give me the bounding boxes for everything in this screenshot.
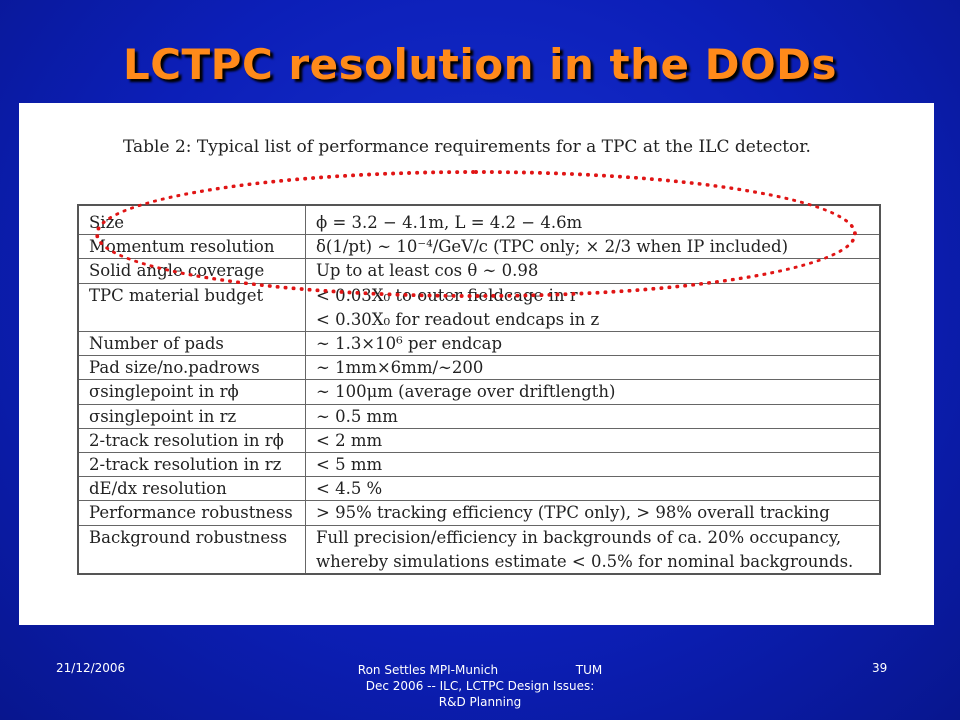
footer-line3: R&D Planning xyxy=(438,695,522,709)
row-value: ϕ = 3.2 − 4.1m, L = 4.2 − 4.6m xyxy=(316,213,583,232)
table-row xyxy=(79,428,879,452)
table-row xyxy=(79,355,879,379)
footer-org: TUM xyxy=(575,663,603,677)
table-row xyxy=(79,404,879,428)
footer-date: 21/12/2006 xyxy=(56,661,126,675)
highlight-ellipse xyxy=(95,170,857,298)
footer-line2: Dec 2006 -- ILC, LCTPC Design Issues: xyxy=(365,679,595,693)
row-label: Size xyxy=(89,213,125,232)
table-caption: Table 2: Typical list of performance requirements for a TPC at the ILC detector. xyxy=(123,137,811,157)
row-label: Background robustness xyxy=(89,527,288,547)
row-value: < 0.30X₀ for readout endcaps in z xyxy=(316,309,600,329)
page-number: 39 xyxy=(872,661,888,675)
table-row xyxy=(79,549,879,573)
table-row xyxy=(79,307,879,331)
row-value: ∼ 1mm×6mm/∼200 xyxy=(316,358,484,378)
table-row xyxy=(79,500,879,524)
table-row xyxy=(79,379,879,403)
row-label: 2-track resolution in rz xyxy=(89,455,282,474)
row-value: > 95% tracking efficiency (TPC only), > 98% overall tracking xyxy=(316,503,830,523)
row-value: < 4.5 % xyxy=(316,479,383,499)
footer-author: Ron Settles MPI-Munich xyxy=(357,663,499,677)
row-label: Pad size/no.padrows xyxy=(89,358,260,378)
row-value: Full precision/efficiency in backgrounds of ca. 20% occupancy, xyxy=(316,527,842,547)
row-value: ∼ 1.3×10⁶ per endcap xyxy=(316,334,503,353)
table-row xyxy=(79,476,879,500)
row-value: Up to at least cos θ ∼ 0.98 xyxy=(316,261,539,281)
footer-center xyxy=(0,662,960,710)
row-label: 2-track resolution in rϕ xyxy=(89,430,284,450)
row-label: Solid angle coverage xyxy=(89,261,265,281)
row-value: δ(1/pt) ∼ 10⁻⁴/GeV/c (TPC only; × 2/3 when IP included) xyxy=(316,237,789,257)
row-label: σsinglepoint in rϕ xyxy=(89,382,239,402)
slide-title: LCTPC resolution in the DODs xyxy=(122,40,838,89)
table-row xyxy=(79,452,879,476)
row-value: ∼ 100μm (average over driftlength) xyxy=(316,382,616,402)
row-label: Number of pads xyxy=(89,334,224,353)
row-value: ∼ 0.5 mm xyxy=(316,406,398,426)
row-value: < 5 mm xyxy=(316,455,383,474)
row-label: σsinglepoint in rz xyxy=(89,406,237,426)
row-label: Performance robustness xyxy=(89,503,293,523)
row-label: Momentum resolution xyxy=(89,237,275,257)
row-label: dE/dx resolution xyxy=(89,479,227,499)
table-row xyxy=(79,331,879,355)
table-row xyxy=(79,525,879,549)
row-value: < 2 mm xyxy=(316,430,383,450)
row-label: TPC material budget xyxy=(89,285,264,305)
row-value: < 0.03X₀ to outer fieldcage in r xyxy=(316,285,578,305)
row-value: whereby simulations estimate < 0.5% for nominal backgrounds. xyxy=(316,551,854,571)
